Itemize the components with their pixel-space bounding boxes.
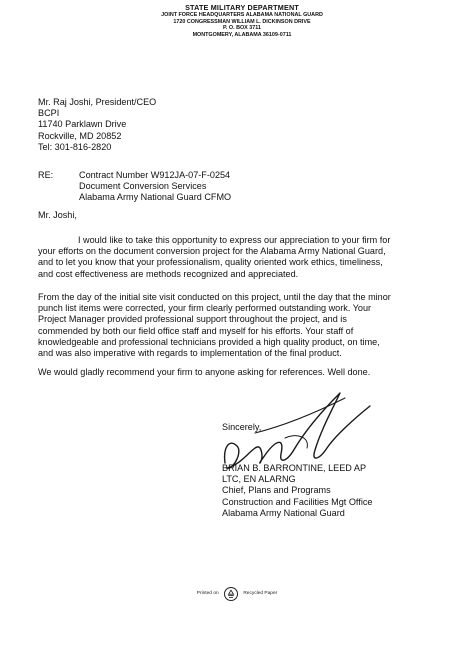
paragraph-line: and was also imperative with regards to implementation of the final product. <box>38 348 342 359</box>
letterhead-title: STATE MILITARY DEPARTMENT <box>185 3 299 12</box>
paragraph-line: Project Manager provided professional support throughout the project, and is <box>38 314 347 325</box>
paragraph-line: From the day of the initial site visit conducted on this project, until the day that the minor <box>38 292 391 302</box>
recycle-icon <box>224 587 238 601</box>
footer <box>0 585 474 604</box>
signer-office: Construction and Facilities Mgt Office <box>222 496 373 507</box>
letterhead-line: MONTGOMERY, ALABAMA 36109-0711 <box>192 31 292 38</box>
re-service: Document Conversion Services <box>79 181 207 192</box>
paragraph-line: We would gladly recommend your firm to anyone asking for references. Well done. <box>38 367 371 377</box>
recipient-city: Rockville, MD 20852 <box>38 130 122 141</box>
signer-title: Chief, Plans and Programs <box>222 485 331 496</box>
paragraph-line: commended by both our field office staff and myself for his efforts. Your staff of <box>38 325 354 336</box>
recipient-street: 11740 Parklawn Drive <box>38 119 127 130</box>
signature-block <box>222 463 372 519</box>
paragraph-line: punch list items were corrected, your firm clearly performed outstanding work. Your <box>38 303 372 314</box>
recipient-company: BCPI <box>38 108 60 119</box>
letterhead-line: P. O. BOX 3711 <box>223 25 261 32</box>
signer-organization: Alabama Army National Guard <box>222 507 345 518</box>
footer-recycled-paper: Recycled Paper <box>243 591 278 596</box>
recipient-name: Mr. Raj Joshi, President/CEO <box>38 97 157 107</box>
recipient-address <box>38 97 156 153</box>
salutation: Mr. Joshi, <box>38 210 77 220</box>
re-organization: Alabama Army National Guard CFMO <box>79 192 232 203</box>
re-subject <box>79 170 231 204</box>
paragraph-line: and to let you know that your professionalism, quality oriented work ethics, timeliness, <box>38 257 383 268</box>
signer-rank: LTC, EN ALARNG <box>222 474 296 485</box>
body-paragraph-1 <box>38 235 438 280</box>
signer-name: BRIAN B. BARRONTINE, LEED AP <box>222 463 367 473</box>
paragraph-line: knowledgeable and professional technicians provided a high quality product, on time, <box>38 336 380 347</box>
re-contract-number: Contract Number W912JA-07-F-0254 <box>79 170 231 180</box>
letterhead-line: JOINT FORCE HEADQUARTERS ALABAMA NATIONAL GUARD <box>161 12 323 18</box>
paragraph-line: your efforts on the document conversion project for the Alabama Army National Guard, <box>38 246 386 257</box>
closing: Sincerely, <box>222 422 262 432</box>
letterhead <box>0 3 474 38</box>
paragraph-line: I would like to take this opportunity to express our appreciation to your firm for <box>78 235 391 245</box>
body-paragraph-2 <box>38 292 438 359</box>
paragraph-line: and cost effectiveness are methods recognized and appreciated. <box>38 268 299 279</box>
body-paragraph-3 <box>38 367 438 378</box>
re-label: RE: <box>38 170 54 180</box>
letterhead-line: 1720 CONGRESSMAN WILLIAM L. DICKINSON DRIVE <box>173 18 311 25</box>
footer-printed-on: Printed on <box>196 591 219 596</box>
recipient-phone: Tel: 301-816-2820 <box>38 141 112 152</box>
